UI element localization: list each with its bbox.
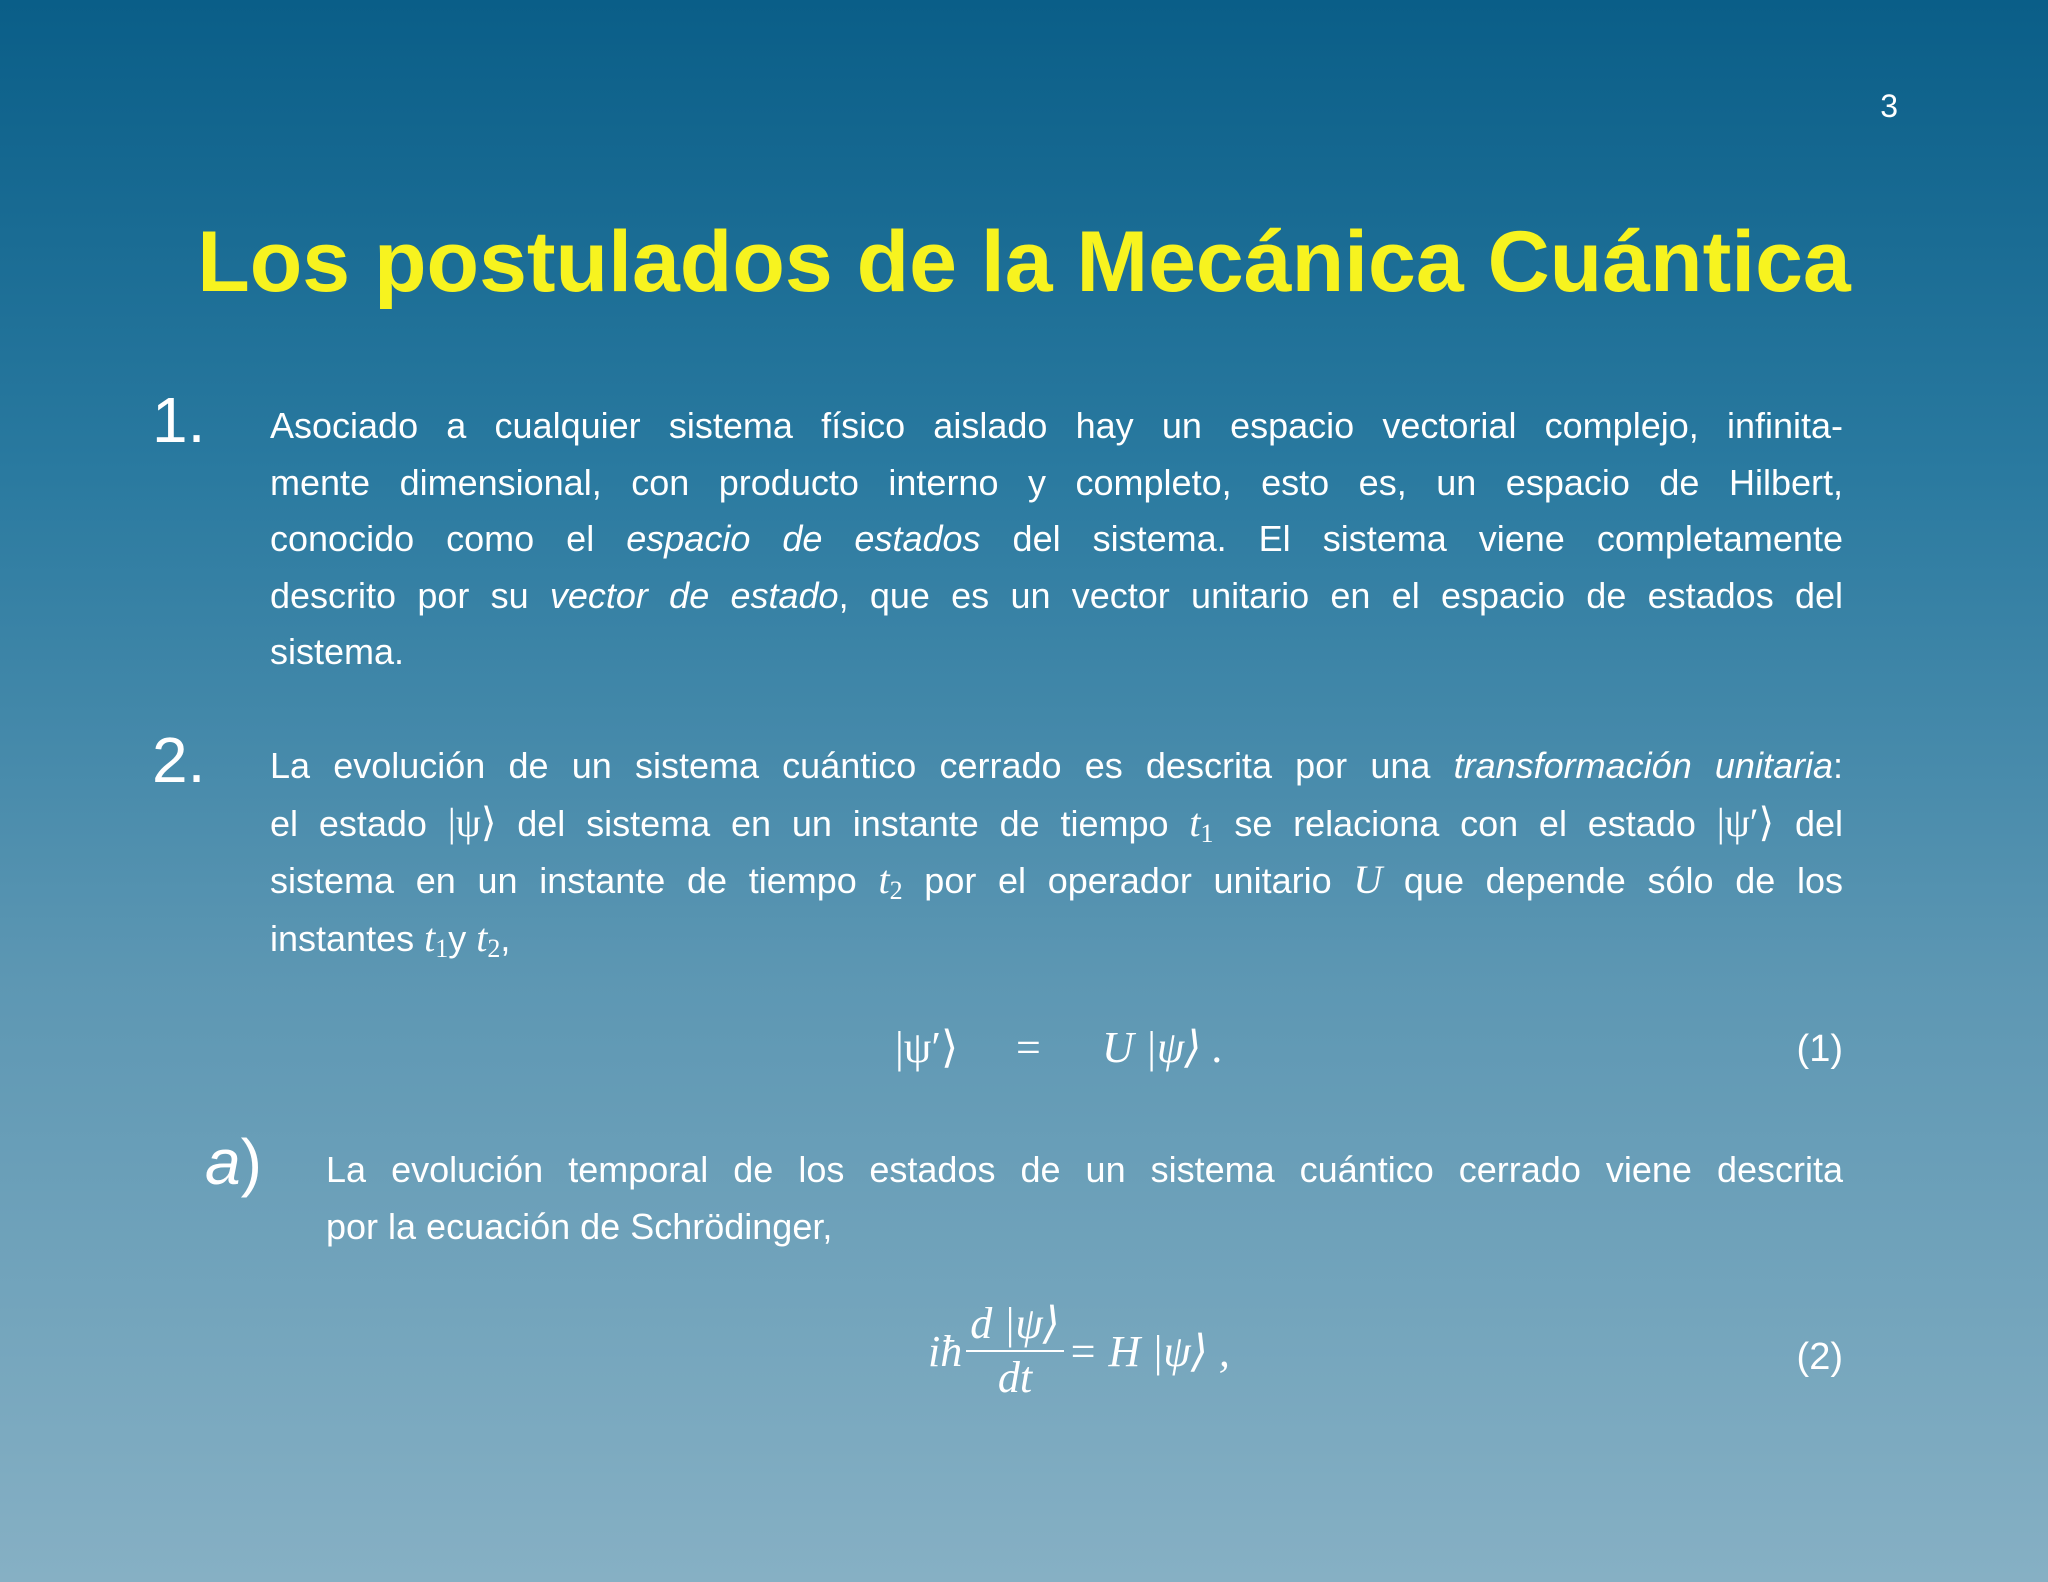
- subitem-a-text: [326, 1142, 1843, 1255]
- item-2-line-3: sistema en un instante de tiempo $t_2$ por el operador unitario U que depende sólo de los: [270, 857, 1843, 905]
- item-1-line-3: conocido como el espacio de estados del sistema. El sistema viene completamente: [270, 518, 1843, 559]
- item-1-line-1: Asociado a cualquier sistema físico aislado hay un espacio vectorial complejo, infinita-: [270, 405, 1843, 446]
- equation-2-numerator: d |ψ⟩: [966, 1300, 1064, 1352]
- equation-2: [928, 1300, 1230, 1403]
- item-1-line-2: mente dimensional, con producto interno y completo, esto es, un espacio de Hilbert,: [270, 461, 1843, 503]
- equation-1-rhs: U |ψ⟩ .: [1102, 1023, 1224, 1072]
- operator-u: U: [1353, 857, 1383, 902]
- item-1-line-5: sistema.: [270, 631, 405, 672]
- item-2-line-4: instantes $t_1y$ $t_2$,: [270, 914, 511, 963]
- ket-psi: |ψ⟩: [447, 799, 497, 845]
- item-1-text: [270, 398, 1843, 681]
- item-1-line-4: descrito por su vector de estado, que es un vector unitario en el espacio de estados del: [270, 574, 1843, 616]
- equation-2-rhs: = H |ψ⟩ ,: [1067, 1326, 1230, 1376]
- equation-2-prefix: iħ: [928, 1326, 963, 1376]
- item-2-number: 2.: [152, 724, 206, 796]
- item-2-line-2: el estado |ψ⟩ del sistema en un instante de tiempo $t_1$ se relaciona con el estado |ψ′⟩ del: [270, 799, 1843, 848]
- item-2-text: [270, 738, 1843, 967]
- page-number: 3: [1880, 88, 1898, 124]
- equation-1-equals: =: [1016, 1023, 1041, 1072]
- subitem-a-line-1: La evolución temporal de los estados de un sistema cuántico cerrado viene descrita: [326, 1149, 1843, 1190]
- ket-psi-prime: |ψ′⟩: [1716, 799, 1775, 845]
- item-1-number: 1.: [152, 384, 206, 456]
- equation-2-number: (2): [1796, 1336, 1843, 1378]
- subitem-a-label: a): [205, 1126, 262, 1198]
- item-2-line-1: La evolución de un sistema cuántico cerrado es descrita por una transformación unitaria:: [270, 745, 1843, 786]
- equation-1-number: (1): [1796, 1028, 1843, 1070]
- equation-1-lhs: |ψ′⟩: [895, 1023, 959, 1072]
- equation-2-fraction: [966, 1300, 1064, 1403]
- equation-2-denominator: dt: [997, 1353, 1033, 1403]
- transformacion-unitaria-term: transformación unitaria: [1453, 745, 1833, 786]
- espacio-de-estados-term: espacio de estados: [626, 518, 981, 559]
- slide-title: Los postulados de la Mecánica Cuántica: [197, 214, 1851, 310]
- vector-de-estado-term: vector de estado: [549, 574, 839, 616]
- subitem-a-line-2: por la ecuación de Schrödinger,: [326, 1205, 833, 1247]
